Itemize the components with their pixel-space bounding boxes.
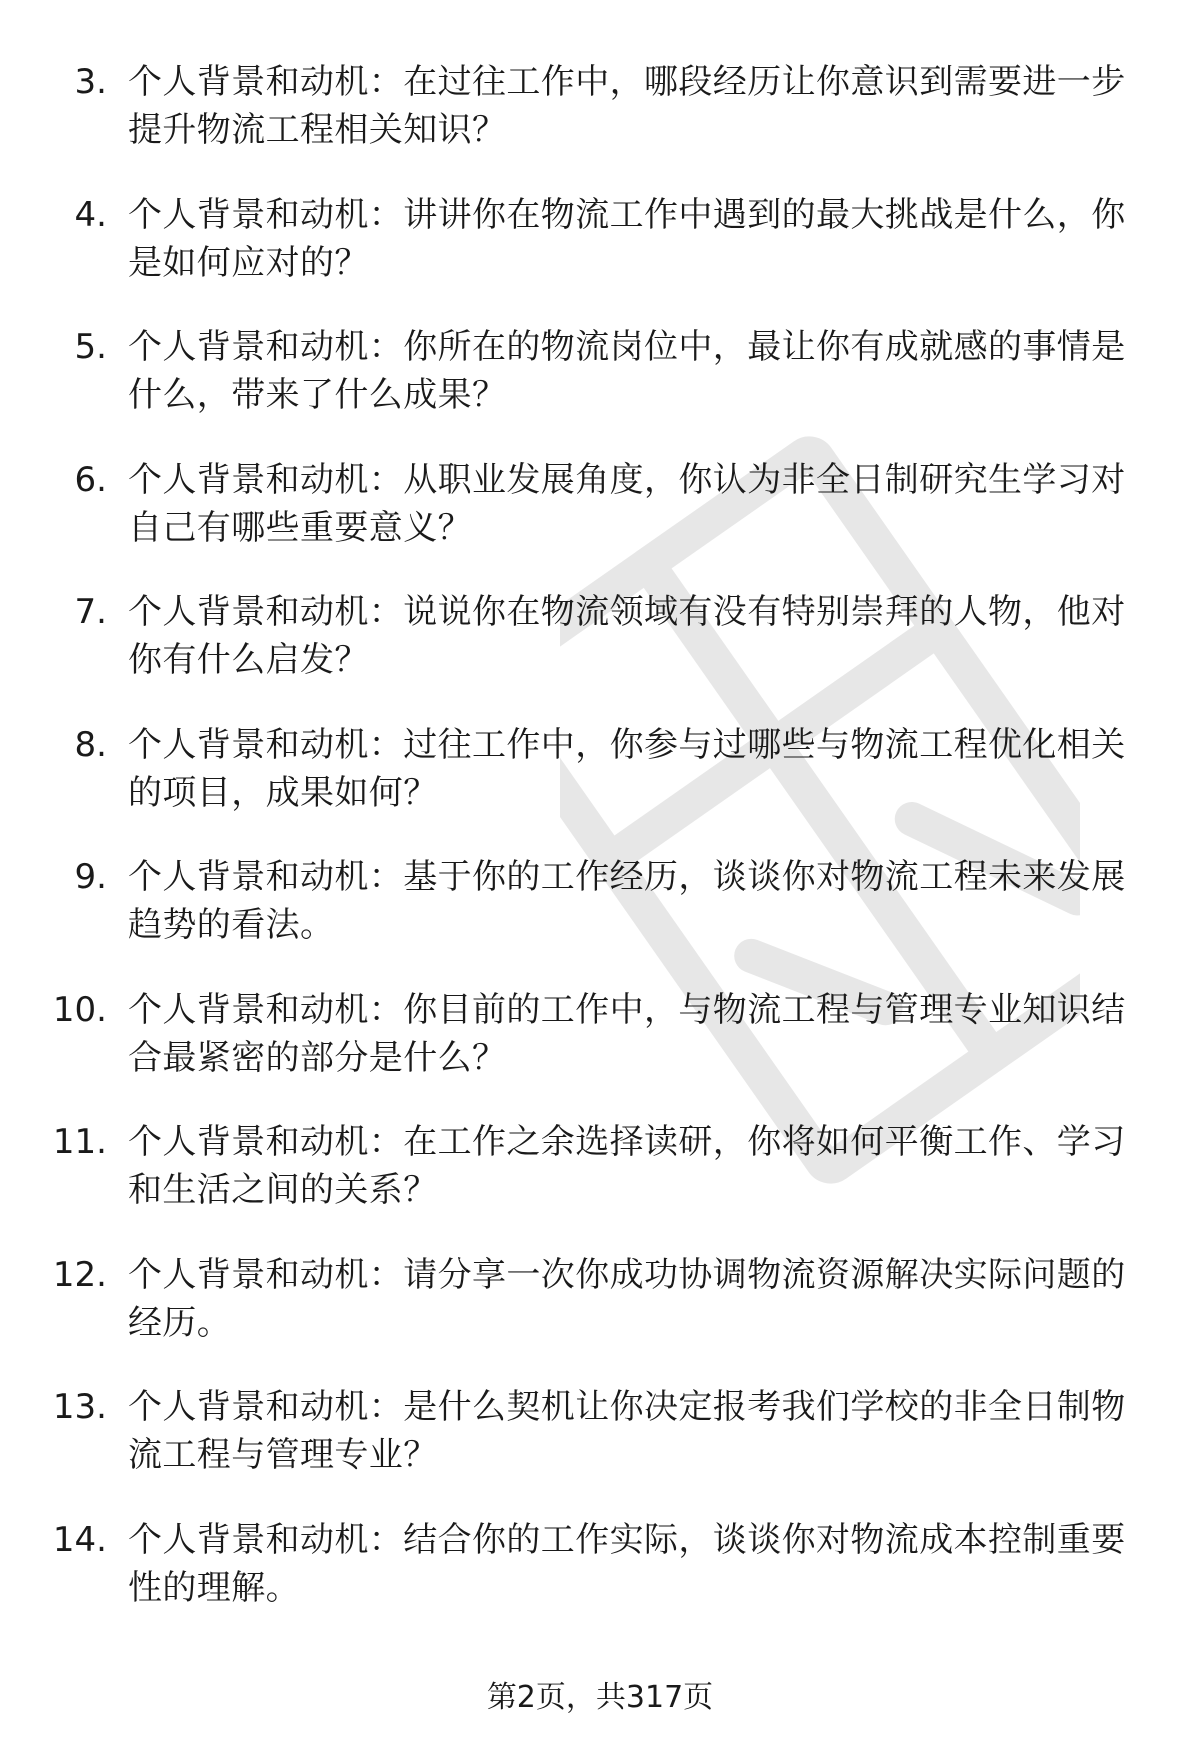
list-item — [0, 191, 1200, 324]
question-text: 个人背景和动机：你目前的工作中，与物流工程与管理专业知识结合最紧密的部分是什么？ — [128, 989, 1126, 1078]
question-number: 4. — [74, 194, 107, 235]
question-number: 14. — [52, 1519, 107, 1560]
question-text: 个人背景和动机：结合你的工作实际，谈谈你对物流成本控制重要性的理解。 — [128, 1519, 1126, 1608]
question-number: 12. — [52, 1254, 107, 1295]
question-number: 11. — [52, 1122, 107, 1162]
list-item — [0, 853, 1200, 986]
question-number: 9. — [74, 857, 107, 897]
question-text: 个人背景和动机：讲讲你在物流工作中遇到的最大挑战是什么，你是如何应对的？ — [128, 194, 1126, 283]
question-list — [0, 58, 1200, 1648]
question-text: 个人背景和动机：在工作之余选择读研，你将如何平衡工作、学习和生活之间的关系？ — [128, 1122, 1126, 1210]
list-item — [0, 986, 1200, 1119]
question-number: 3. — [74, 62, 107, 102]
question-text: 个人背景和动机：从职业发展角度，你认为非全日制研究生学习对自己有哪些重要意义？ — [128, 459, 1126, 548]
question-number: 7. — [74, 592, 107, 632]
question-number: 10. — [52, 989, 107, 1030]
list-item — [0, 1118, 1200, 1251]
question-text: 个人背景和动机：你所在的物流岗位中，最让你有成就感的事情是什么，带来了什么成果？ — [128, 327, 1126, 415]
list-item — [0, 456, 1200, 589]
page-number-footer: 第2页，共317页 — [486, 1680, 714, 1715]
list-item — [0, 588, 1200, 721]
question-text: 个人背景和动机：在过往工作中，哪段经历让你意识到需要进一步提升物流工程相关知识？ — [128, 62, 1126, 150]
question-text: 个人背景和动机：说说你在物流领域有没有特别崇拜的人物，他对你有什么启发？ — [128, 592, 1126, 680]
list-item — [0, 721, 1200, 854]
list-item — [0, 1516, 1200, 1649]
list-item — [0, 1251, 1200, 1384]
question-text: 个人背景和动机：请分享一次你成功协调物流资源解决实际问题的经历。 — [128, 1254, 1126, 1343]
list-item — [0, 1383, 1200, 1516]
question-text: 个人背景和动机：是什么契机让你决定报考我们学校的非全日制物流工程与管理专业？ — [128, 1387, 1126, 1475]
question-number: 8. — [74, 724, 107, 765]
question-number: 6. — [74, 459, 107, 500]
question-number: 13. — [52, 1387, 107, 1427]
question-number: 5. — [74, 327, 107, 367]
question-text: 个人背景和动机：基于你的工作经历，谈谈你对物流工程未来发展趋势的看法。 — [128, 857, 1126, 945]
question-text: 个人背景和动机：过往工作中，你参与过哪些与物流工程优化相关的项目，成果如何？ — [128, 724, 1126, 813]
list-item — [0, 323, 1200, 456]
list-item — [0, 58, 1200, 191]
